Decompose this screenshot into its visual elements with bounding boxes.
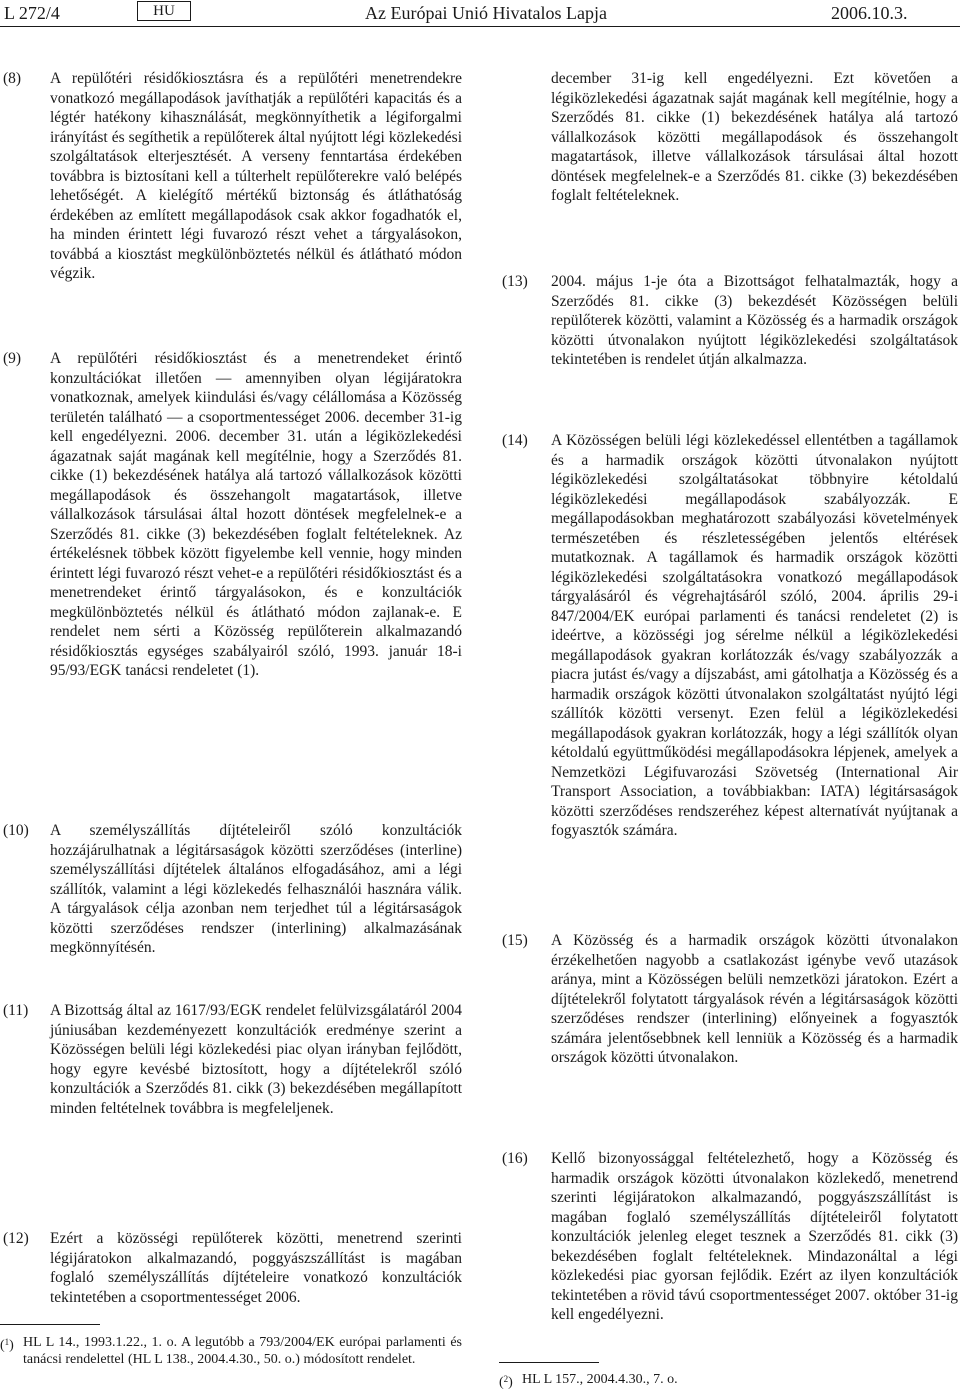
footnote-mark: ($^1$) (0, 1337, 14, 1353)
footnote-text: HL L 14., 1993.1.22., 1. o. A legutóbb a 793/2004/EK európai parlamenti és tanácsi rendelettel (HL L 138., 2004.4.30., 50. o.) módosított rendelet. (23, 1335, 462, 1367)
page-reference: L 272/4 (4, 3, 60, 23)
recital-text: A Közösség és a harmadik országok közötti útvonalakon érzékelhetően nagyobb a csatlakozást igénybe vevő utazások aránya, mint a Közösségen belüli nemzetközi járatokon. Ezért a díjtételekről folytatott tárgyalások révén a légitársaságok közötti szerződéses rendszer (interlining) előnyeinek a fogyasztók számára jelentősebbnek kell lenniük a Közösség és a harmadik országok közötti útvonalakon. (551, 932, 958, 1066)
recital-number: (13) (502, 273, 528, 290)
recital-number: (12) (3, 1230, 29, 1247)
language-code-box: HU (137, 1, 191, 21)
recital-number: (14) (502, 432, 528, 449)
recital-text: A személyszállítás díjtételeiről szóló konzultációk hozzájárulhatnak a légitársaságok közötti szerződéses (interline) személyszállítási díjtételek általános elfogadásához, ami a légi szállítók, valamint a légi közlekedés felhasználói hasznára válik. A tárgyalások célja azonban nem terjedhet túl a légitársaságok közötti szerződéses rendszer (interlining) alkalmazásának megkönnyítésén. (50, 822, 462, 956)
footnote-rule-right (499, 1362, 599, 1363)
header-rule (0, 26, 960, 27)
recital-number: (15) (502, 932, 528, 949)
recital-text: Ezért a közösségi repülőterek közötti, menetrend szerinti légijáratokon alkalmazandó, poggyászszállítást is magában foglaló személyszállítás díjtételeire vonatkozó konzultációk tekintetében a csoportmentességet 2006. (50, 1230, 462, 1306)
footnote-rule-left (0, 1324, 100, 1325)
recital-text: A Bizottság által az 1617/93/EGK rendelet felülvizsgálatáról 2004 júniusában kezdeményezett konzultációk eredménye szerint a Közösségen belüli légi közlekedési piac olyan irányban fejlődött, hogy egyre kevésbé biztosított, hogy a díjtételekről szóló konzultációk a Szerződés 81. cikk (3) bekezdésében megállapított minden feltételnek továbbra is megfeleljenek. (50, 1002, 462, 1117)
recital-number: (8) (3, 70, 22, 87)
recital-number: (9) (3, 350, 22, 367)
page-header (0, 0, 960, 26)
footnote-mark: ($^2$) (499, 1374, 513, 1390)
recital-text: december 31-ig kell engedélyezni. Ezt követően a légiközlekedési ágazatnak saját magának kell megítélnie, hogy a Szerződés 81. cikke (1) bekezdésének hatálya alá tartozó vállalkozások közötti megállapodások és összehangolt magatartások, illetve vállalkozások társulásai által hozott döntések megfelelnek-e a Szerződés 81. cikke (3) bekezdésében foglalt feltételeknek. (551, 70, 958, 204)
recital-text: 2004. május 1-je óta a Bizottságot felhatalmazták, hogy a Szerződés 81. cikke (3) bekezdését Közösségen belüli repülőterek közötti, valamint a Közösség és a harmadik országok közötti útvonalakon nyújtott légiközlekedési szolgáltatások tekintetében is rendelet útján alkalmazza. (551, 273, 958, 368)
recital-text (50, 349, 462, 681)
recital-text-body: A repülőtéri résidőkiosztást és a menetrendeket érintő konzultációkat illetően — amennyiben olyan légijáratokra vonatkoznak, amelyek kiindulási és/vagy célállomása a Közösség területén található — a csoportmentességet 2006. december 31-ig kell engedélyezni. 2006. december 31. után a légiközlekedési ágazatnak saját magának kell megítélnie, hogy a Szerződés 81. cikke (1) bekezdésének hatálya alá tartozó vállalkozások közötti megállapodások és összehangolt magatartások, illetve vállalkozások társulásai által hozott döntések megfelelnek-e a Szerződés 81. cikke (3) bekezdésében foglalt feltételeknek. Az értékelésnek többek között figyelembe kell vennie, hogy minden érintett légi fuvarozó részt vehet-e a repülőtéri résidőkiosztást és a menetrendeket érintő tárgyalásokon, és e konzultációk megkülönböztetés nélkül és átlátható módon zajlanak-e. E rendelet nem sérti a Közösség repülőterein alkalmazandó résidőkiosztás egységes szabályairól szóló, 1993. január 18-i 95/93/EGK tanácsi rendeletet (1). (50, 350, 462, 679)
recital-text: A repülőtéri résidőkiosztásra és a repülőtéri menetrendekre vonatkozó megállapodások javíthatják a repülőtéri kapacitás és a légtér hatékony kihasználását, megkönnyíthetik a légiforgalmi irányítást és segíthetik a repülőterek által nyújtott légi közlekedési szolgáltatások elterjesztését. A verseny fenntartása érdekében továbbra is biztosítani kell a túlterhelt repülőterekre való belépés lehetőségét. A kielégítő mértékű biztonság és átláthatóság érdekében az említett megállapodások csak akkor fogadhatók el, ha minden érintett légi fuvarozó részt vehet a tárgyalásokon, továbbá a kiosztást megkülönböztetés nélkül és átlátható módon végzik. (50, 70, 462, 282)
recital-number: (11) (3, 1002, 29, 1019)
recital-number: (16) (502, 1150, 528, 1167)
recital-number: (10) (3, 822, 29, 839)
footnote-text: HL L 157., 2004.4.30., 7. o. (522, 1372, 678, 1387)
recital-text: Kellő bizonyossággal feltételezhető, hogy a Közösség és harmadik országok közötti útvonalakon közlekedő, menetrend szerinti légijáratokon alkalmazandó, poggyászszállítást is magában foglaló személyszállítás díjtételeiről folytatott konzultációk jelenleg eleget tesznek a Szerződés 81. cikk (3) bekezdésében foglalt feltételeknek. Mindazonáltal a légi közlekedési piac gyorsan fejlődik. Ezért az ilyen konzultációk tekintetében a rövid távú csoportmentességet 2007. október 31-ig kell engedélyezni. (551, 1150, 958, 1323)
recital-text: A Közösségen belüli légi közlekedéssel ellentétben a tagállamok és a harmadik országok közötti útvonalakon nyújtott légiközlekedési szolgáltatásokat többnyire kétoldalú légiközlekedési megállapodások szabályozzák. E megállapodásokban meghatározott szabályozási követelmények természetében és részletességében jelentős eltérések mutatkoznak. A tagállamok és harmadik országok közötti légiközlekedési szolgáltatásokra vonatkozó megállapodások tárgyalásáról és végrehajtásáról szóló, 2004. április 29-i 847/2004/EK európai parlamenti és tanácsi rendeletet (2) is ideértve, a közösségi jog sérelme nélkül a légiközlekedési megállapodások gyakran korlátozzák és/vagy szabályozzák a piacra jutást és/vagy a díjszabást, ami gátolhatja a Közösség és a harmadik országok közötti útvonalakon szolgáltatást nyújtó légi szállítók közötti versenyt. Ezen felül a légiközlekedési megállapodások gyakran korlátozzák, hogy a légi szállítók olyan kétoldalú együttműködési megállapodásokra lépjenek, amelyek a Nemzetközi Légifuvarozási Szövetség (International Air Transport Association, a továbbiakban: IATA) légitársaságok közötti szerződéses rendszeréhez képest alternatívát nyújtanak a fogyasztók számára. (551, 432, 958, 839)
publication-date: 2006.10.3. (831, 3, 908, 23)
journal-title: Az Európai Unió Hivatalos Lapja (365, 3, 607, 23)
